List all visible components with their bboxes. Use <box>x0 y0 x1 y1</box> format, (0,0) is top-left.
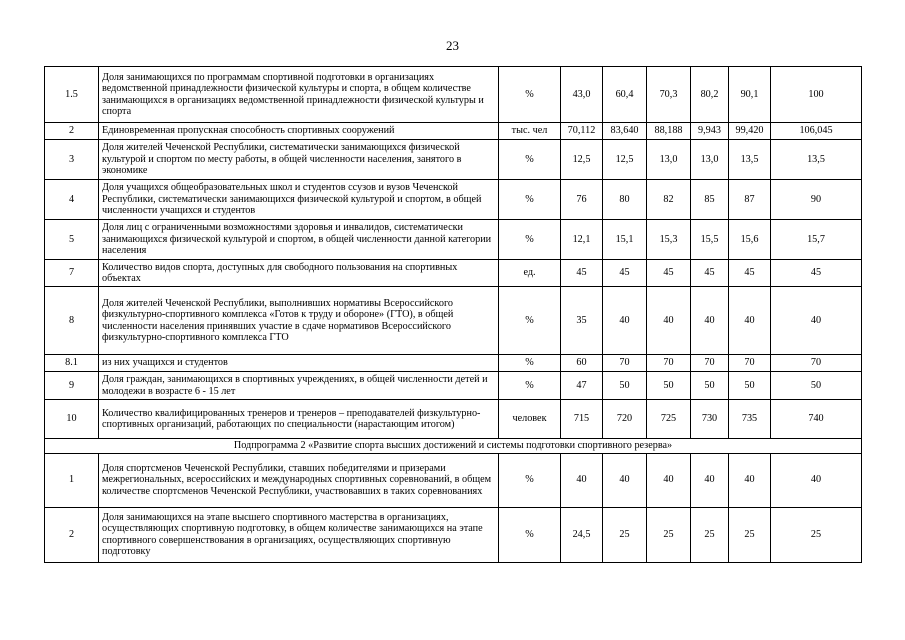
value-cell: 70,3 <box>647 67 691 123</box>
unit-cell: человек <box>499 400 561 439</box>
indicator-name: Доля жителей Чеченской Республики, выполнивших нормативы Всероссийского физкультурно-спортивного комплекса «Готов к труду и обороне» (ГТО), в общей численности населения принявших участие в сдаче нормативов Всероссийского физкультурно-спортивного комплекса ГТО <box>99 287 499 355</box>
unit-cell: % <box>499 453 561 507</box>
value-cell: 40 <box>771 287 862 355</box>
value-cell: 40 <box>729 287 771 355</box>
indicator-number: 1.5 <box>45 67 99 123</box>
table-row <box>45 287 862 355</box>
value-cell: 12,5 <box>603 140 647 180</box>
value-cell: 24,5 <box>561 507 603 562</box>
value-cell: 70 <box>691 355 729 372</box>
value-cell: 90,1 <box>729 67 771 123</box>
value-cell: 15,3 <box>647 220 691 260</box>
value-cell: 45 <box>603 260 647 287</box>
value-cell: 47 <box>561 372 603 400</box>
table-body <box>45 67 862 563</box>
value-cell: 88,188 <box>647 123 691 140</box>
value-cell: 25 <box>729 507 771 562</box>
table-row <box>45 507 862 562</box>
table-row <box>45 140 862 180</box>
value-cell: 40 <box>729 453 771 507</box>
subprogram-header-row <box>45 439 862 454</box>
value-cell: 25 <box>647 507 691 562</box>
value-cell: 730 <box>691 400 729 439</box>
value-cell: 40 <box>561 453 603 507</box>
value-cell: 12,5 <box>561 140 603 180</box>
table-row <box>45 372 862 400</box>
indicator-number: 7 <box>45 260 99 287</box>
indicator-number: 2 <box>45 123 99 140</box>
value-cell: 720 <box>603 400 647 439</box>
value-cell: 70 <box>647 355 691 372</box>
indicator-name: Количество квалифицированных тренеров и тренеров – преподавателей физкультурно-спортивных организаций, работающих по специальности (нарастающим итогом) <box>99 400 499 439</box>
unit-cell: % <box>499 287 561 355</box>
value-cell: 13,5 <box>729 140 771 180</box>
value-cell: 45 <box>561 260 603 287</box>
value-cell: 40 <box>691 453 729 507</box>
value-cell: 25 <box>771 507 862 562</box>
indicator-name: Единовременная пропускная способность спортивных сооружений <box>99 123 499 140</box>
value-cell: 90 <box>771 180 862 220</box>
value-cell: 40 <box>603 453 647 507</box>
unit-cell: % <box>499 372 561 400</box>
value-cell: 45 <box>771 260 862 287</box>
value-cell: 9,943 <box>691 123 729 140</box>
value-cell: 60 <box>561 355 603 372</box>
value-cell: 15,5 <box>691 220 729 260</box>
unit-cell: % <box>499 507 561 562</box>
value-cell: 740 <box>771 400 862 439</box>
value-cell: 35 <box>561 287 603 355</box>
value-cell: 45 <box>647 260 691 287</box>
value-cell: 50 <box>603 372 647 400</box>
indicator-number: 4 <box>45 180 99 220</box>
unit-cell: тыс. чел <box>499 123 561 140</box>
value-cell: 13,0 <box>647 140 691 180</box>
value-cell: 25 <box>603 507 647 562</box>
value-cell: 100 <box>771 67 862 123</box>
value-cell: 83,640 <box>603 123 647 140</box>
value-cell: 40 <box>647 287 691 355</box>
value-cell: 40 <box>771 453 862 507</box>
table-row <box>45 260 862 287</box>
unit-cell: % <box>499 180 561 220</box>
table-row <box>45 220 862 260</box>
value-cell: 40 <box>691 287 729 355</box>
table-row <box>45 355 862 372</box>
value-cell: 80,2 <box>691 67 729 123</box>
value-cell: 50 <box>771 372 862 400</box>
table-row <box>45 67 862 123</box>
value-cell: 60,4 <box>603 67 647 123</box>
unit-cell: % <box>499 140 561 180</box>
value-cell: 40 <box>603 287 647 355</box>
value-cell: 735 <box>729 400 771 439</box>
value-cell: 45 <box>691 260 729 287</box>
value-cell: 50 <box>729 372 771 400</box>
value-cell: 40 <box>647 453 691 507</box>
subprogram-title: Подпрограмма 2 «Развитие спорта высших достижений и системы подготовки спортивного резерва» <box>45 439 862 454</box>
value-cell: 76 <box>561 180 603 220</box>
value-cell: 87 <box>729 180 771 220</box>
value-cell: 70 <box>603 355 647 372</box>
indicator-number: 5 <box>45 220 99 260</box>
unit-cell: % <box>499 67 561 123</box>
value-cell: 15,1 <box>603 220 647 260</box>
value-cell: 13,0 <box>691 140 729 180</box>
indicator-name: Доля спортсменов Чеченской Республики, ставших победителями и призерами межрегиональных, всероссийских и международных спортивных соревнований, в общем количестве спортсменов Чеченской Республики, участвовавших в таких соревнованиях <box>99 453 499 507</box>
value-cell: 15,6 <box>729 220 771 260</box>
indicator-name: Доля учащихся общеобразовательных школ и студентов ссузов и вузов Чеченской Республики, систематически занимающихся физической культурой и спортом, в общей численности учащихся и студентов <box>99 180 499 220</box>
indicator-number: 8 <box>45 287 99 355</box>
indicators-table <box>44 66 862 563</box>
value-cell: 80 <box>603 180 647 220</box>
table-row <box>45 123 862 140</box>
value-cell: 70 <box>729 355 771 372</box>
indicator-name: из них учащихся и студентов <box>99 355 499 372</box>
value-cell: 43,0 <box>561 67 603 123</box>
value-cell: 725 <box>647 400 691 439</box>
indicator-name: Доля граждан, занимающихся в спортивных учреждениях, в общей численности детей и молодежи в возрасте 6 - 15 лет <box>99 372 499 400</box>
indicator-name: Доля занимающихся по программам спортивной подготовки в организациях ведомственной принадлежности физической культуры и спорта, в общем количестве занимающихся в организациях ведомственной принадлежности физической культуры и спорта <box>99 67 499 123</box>
indicator-name: Доля занимающихся на этапе высшего спортивного мастерства в организациях, осуществляющих спортивную подготовку, в общем количестве занимающихся на этапе спортивного совершенствования в организациях, осуществляющих спортивную подготовку <box>99 507 499 562</box>
value-cell: 82 <box>647 180 691 220</box>
indicator-number: 2 <box>45 507 99 562</box>
value-cell: 715 <box>561 400 603 439</box>
indicator-number: 10 <box>45 400 99 439</box>
indicator-name: Доля жителей Чеченской Республики, систематически занимающихся физической культурой и спортом по месту работы, в общей численности населения, занятого в экономике <box>99 140 499 180</box>
table-row <box>45 453 862 507</box>
indicator-number: 9 <box>45 372 99 400</box>
value-cell: 50 <box>647 372 691 400</box>
value-cell: 50 <box>691 372 729 400</box>
indicator-number: 1 <box>45 453 99 507</box>
value-cell: 70 <box>771 355 862 372</box>
indicator-name: Количество видов спорта, доступных для свободного пользования на спортивных объектах <box>99 260 499 287</box>
value-cell: 99,420 <box>729 123 771 140</box>
value-cell: 85 <box>691 180 729 220</box>
unit-cell: % <box>499 355 561 372</box>
value-cell: 70,112 <box>561 123 603 140</box>
page-number: 23 <box>446 38 459 53</box>
table-row <box>45 400 862 439</box>
value-cell: 13,5 <box>771 140 862 180</box>
value-cell: 25 <box>691 507 729 562</box>
value-cell: 106,045 <box>771 123 862 140</box>
indicator-name: Доля лиц с ограниченными возможностями здоровья и инвалидов, систематически занимающихся физической культурой и спортом, в общей численности данной категории населения <box>99 220 499 260</box>
unit-cell: ед. <box>499 260 561 287</box>
indicator-number: 8.1 <box>45 355 99 372</box>
value-cell: 15,7 <box>771 220 862 260</box>
value-cell: 45 <box>729 260 771 287</box>
table-row <box>45 180 862 220</box>
value-cell: 12,1 <box>561 220 603 260</box>
unit-cell: % <box>499 220 561 260</box>
indicator-number: 3 <box>45 140 99 180</box>
